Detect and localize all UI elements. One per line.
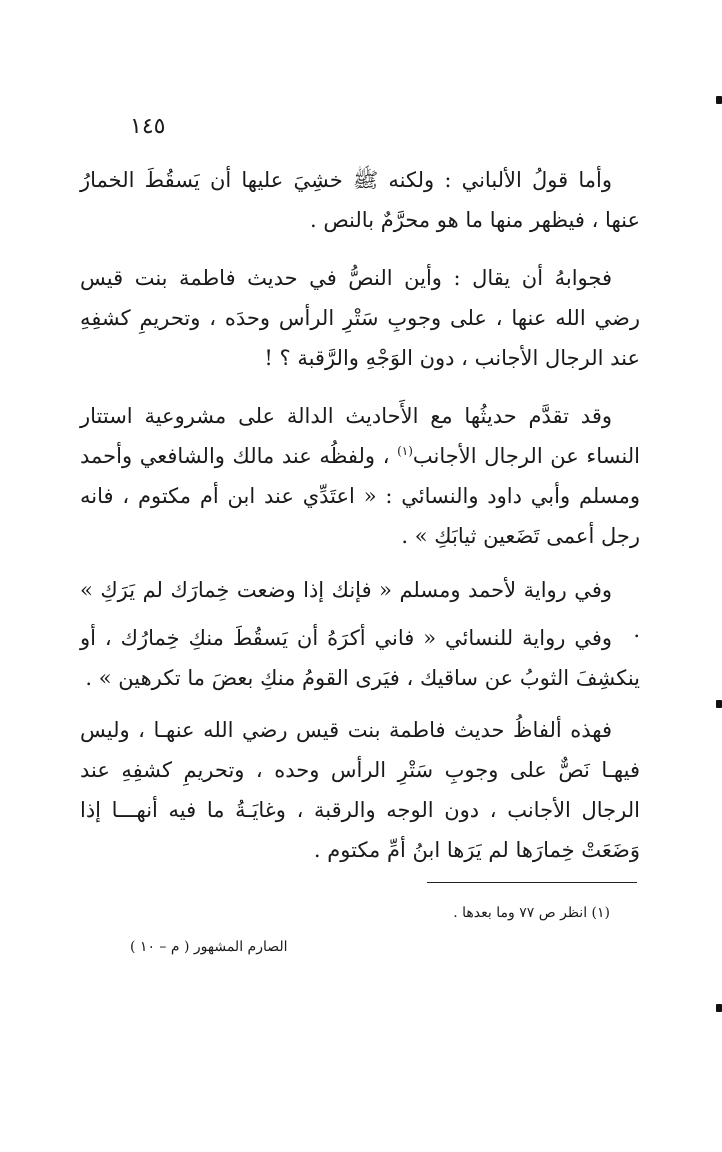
footnote: (١) انظر ص ٧٧ وما بعدها . <box>453 905 610 921</box>
paragraph-text: وفي رواية للنسائي « فاني أكرَهُ أن يَسقُطَ منكِ خِمارُك ، أو ينكشِفَ الثوبُ عن ساقيك ، فيَرى القومُ منكِ بعضَ ما تكرهين » . <box>80 626 640 690</box>
footnote-divider <box>427 882 637 883</box>
paragraph-text <box>80 396 640 556</box>
paragraph-albani-quote <box>80 160 640 240</box>
paragraph-text-before: وقد تقدَّم حديثُها مع الأَحاديث الدالة على مشروعية استتار النساء عن الرجال الأجانب <box>80 404 640 468</box>
paragraph-hadith-reference <box>80 396 640 556</box>
book-signature: الصارم المشهور ( م – ١٠ ) <box>130 939 288 955</box>
paragraph-text-after: ، ولفظُه عند مالك والشافعي وأحمد ومسلم وأبي داود والنسائي : « اعتَدِّي عند ابن أم مكتوم ، فانه رجل أعمى تَضَعين ثيابَكِ » . <box>80 444 640 548</box>
footnote-marker: (١) <box>397 444 413 458</box>
page-number: ١٤٥ <box>130 114 166 139</box>
paragraph-text: فجوابهُ أن يقال : وأين النصُّ في حديث فاطمة بنت قيس رضي الله عنها ، على وجوبِ سَتْرِ الرأس وحدَه ، وتحريمِ كشفِهِ عند الرجال الأجانب ، دون الوَجْهِ والرَّقبة ؟ ! <box>80 266 640 370</box>
edge-mark <box>716 700 722 708</box>
paragraph-nasai <box>80 618 640 698</box>
paragraph-text: وأما قولُ الألباني : ولكنه ﷺ خشِيَ عليها أن يَسقُطَ الخمارُ عنها ، فيظهر منها ما هو محرَّمٌ بالنص . <box>80 168 640 232</box>
paragraph-text: فهذه ألفاظُ حديث فاطمة بنت قيس رضي الله عنهـا ، وليس فيهـا نَصٌّ على وجوبِ سَتْرِ الرأس وحده ، وتحريمِ كشفِهِ عند الرجال الأجانب ، دون الوجه والرقبة ، وغايَـةُ ما فيه أنهـــا إذا وَضَعَتْ خِمارَها لم يَرَها ابنُ أمِّ مكتوم . <box>80 718 640 862</box>
edge-mark <box>716 1004 722 1012</box>
paragraph-conclusion <box>80 710 640 870</box>
paragraph-text: وفي رواية لأحمد ومسلم « فإنك إذا وضعت خِمارَك لم يَرَكِ » . <box>80 578 640 642</box>
paragraph-answer <box>80 258 640 378</box>
edge-mark <box>716 96 722 104</box>
